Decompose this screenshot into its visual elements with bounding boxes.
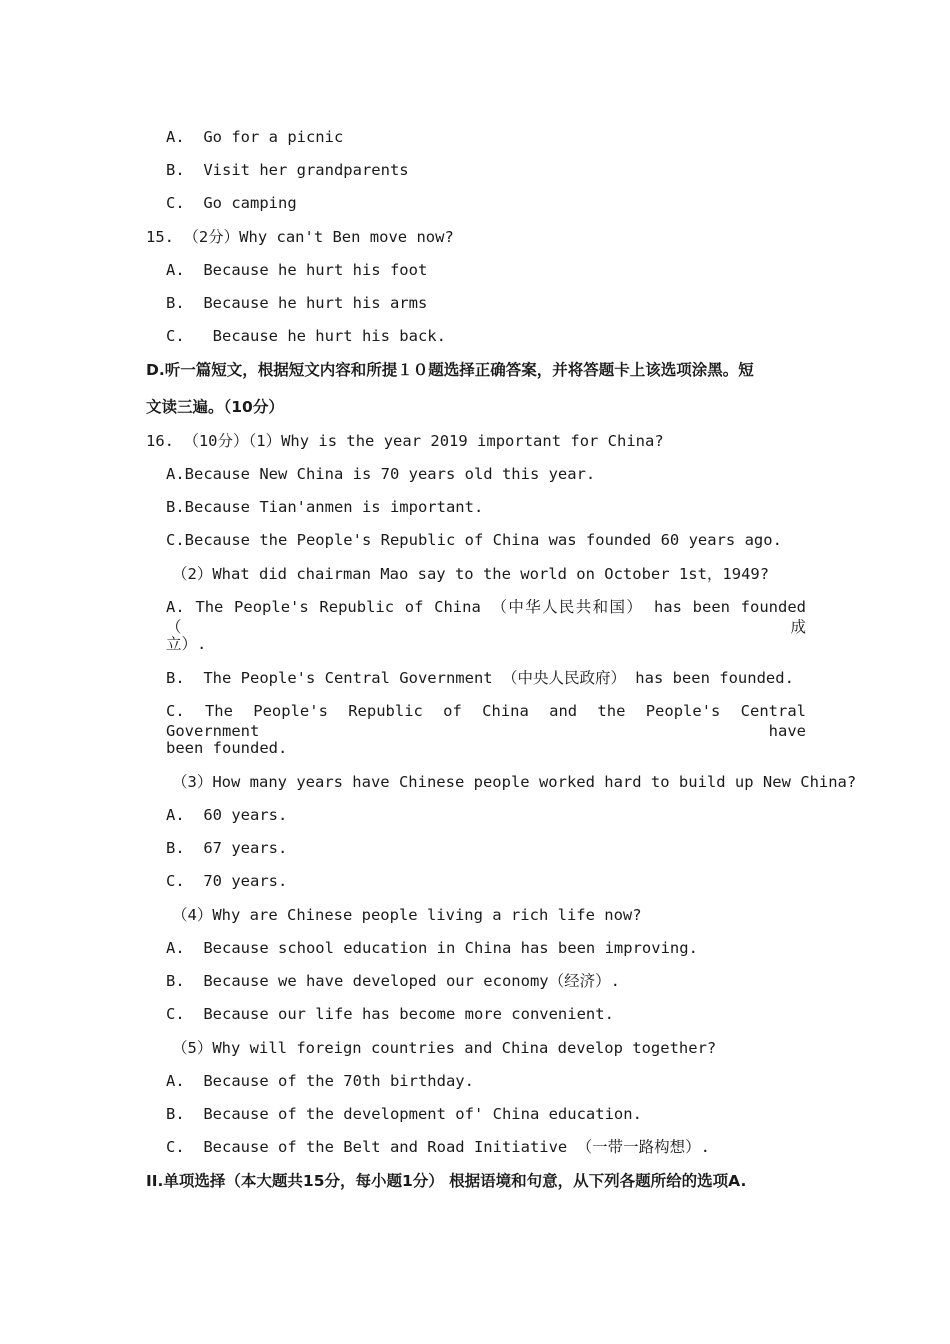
q16-p5-option-c: C. Because of the Belt and Road Initiative （一带一路构想）.	[166, 1138, 710, 1156]
q15-option-b: B. Because he hurt his arms	[166, 294, 428, 312]
q14-option-b: B. Visit her grandparents	[166, 161, 409, 179]
q16-stem: 16. （10分）（1）Why is the year 2019 important for China?	[146, 432, 664, 450]
q15-stem: 15. （2分）Why can't Ben move now?	[146, 228, 454, 246]
q16-p3-stem: （3）How many years have Chinese people worked hard to build up New China?	[172, 773, 857, 791]
q16-p1-option-c: C.Because the People's Republic of China was founded 60 years ago.	[166, 531, 782, 549]
q14-option-c: C. Go camping	[166, 194, 297, 212]
q16-p2-option-a-line1: A. The People's Republic of China （中华人民共和国） has been founded （成	[166, 598, 806, 636]
q16-p2-option-c-line1: C. The People's Republic of China and the People's Central Government have	[166, 702, 806, 740]
section-ii-heading: II.单项选择（本大题共15分，每小题1分） 根据语境和句意，从下列各题所给的选项A.	[146, 1172, 747, 1190]
q16-p2-option-c-line2: been founded.	[166, 739, 288, 757]
q16-p1-option-a: A.Because New China is 70 years old this year.	[166, 465, 596, 483]
q16-p4-stem: （4）Why are Chinese people living a rich life now?	[172, 906, 642, 924]
q16-p3-option-a: A. 60 years.	[166, 806, 288, 824]
q16-p2-option-b: B. The People's Central Government （中央人民政府） has been founded.	[166, 669, 794, 687]
q16-p2-option-a-line2: 立）.	[166, 635, 207, 653]
q16-p5-option-b: B. Because of the development of' China education.	[166, 1105, 642, 1123]
q15-option-a: A. Because he hurt his foot	[166, 261, 428, 279]
q16-p5-option-a: A. Because of the 70th birthday.	[166, 1072, 474, 1090]
q16-p5-stem: （5）Why will foreign countries and China develop together?	[172, 1039, 717, 1057]
q16-p4-option-c: C. Because our life has become more convenient.	[166, 1005, 614, 1023]
q14-option-a: A. Go for a picnic	[166, 128, 344, 146]
q16-p2-stem: （2）What did chairman Mao say to the world on October 1st，1949?	[172, 565, 770, 583]
section-d-heading-line2: 文读三遍。（10分）	[146, 398, 284, 416]
q16-p4-option-b: B. Because we have developed our economy（经济）.	[166, 972, 620, 990]
q16-p3-option-c: C. 70 years.	[166, 872, 288, 890]
q15-option-c: C. Because he hurt his back.	[166, 327, 446, 345]
q16-p3-option-b: B. 67 years.	[166, 839, 288, 857]
q16-p1-option-b: B.Because Tian'anmen is important.	[166, 498, 484, 516]
section-d-heading-line1: D.听一篇短文，根据短文内容和所提１０题选择正确答案，并将答题卡上该选项涂黑。短	[146, 361, 754, 379]
q16-p4-option-a: A. Because school education in China has been improving.	[166, 939, 698, 957]
